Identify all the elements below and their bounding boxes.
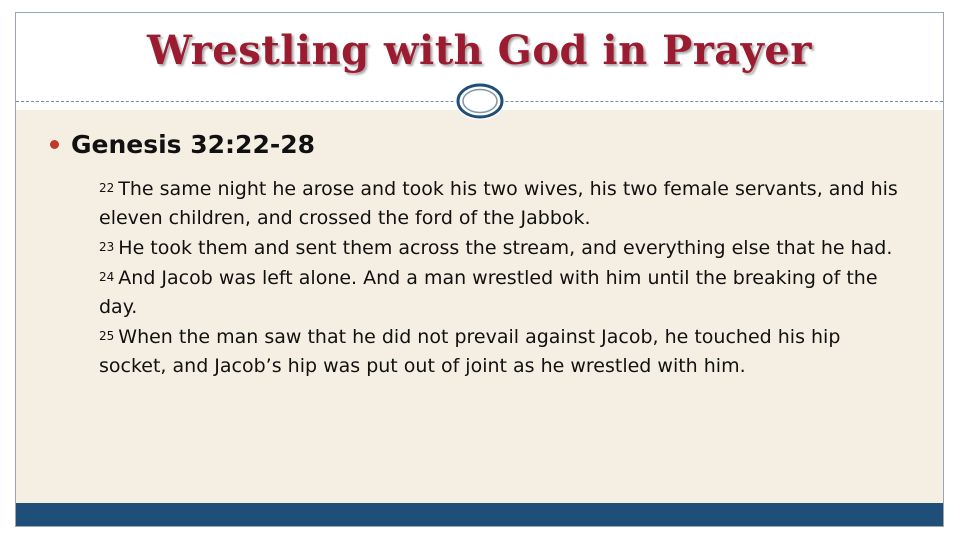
scripture-heading: Genesis 32:22-28 xyxy=(71,130,316,159)
verse-text: And Jacob was left alone. And a man wrestled with him until the breaking of the day. xyxy=(99,267,878,318)
verse-number: 25 xyxy=(99,329,115,343)
slide-frame xyxy=(15,12,944,527)
verse-text: The same night he arose and took his two wives, his two female servants, and his eleven children, and crossed the ford of the Jabbok. xyxy=(99,178,898,229)
verse-number: 24 xyxy=(99,270,115,284)
verse-text: He took them and sent them across the stream, and everything else that he had. xyxy=(118,237,893,259)
verse-text: When the man saw that he did not prevail against Jacob, he touched his hip socket, and Jacob’s hip was put out of joint as he wrestled with him. xyxy=(99,326,841,377)
slide-title: Wrestling with God in Prayer xyxy=(147,27,812,74)
verse-number: 22 xyxy=(99,181,115,195)
verse-number: 23 xyxy=(99,240,115,254)
